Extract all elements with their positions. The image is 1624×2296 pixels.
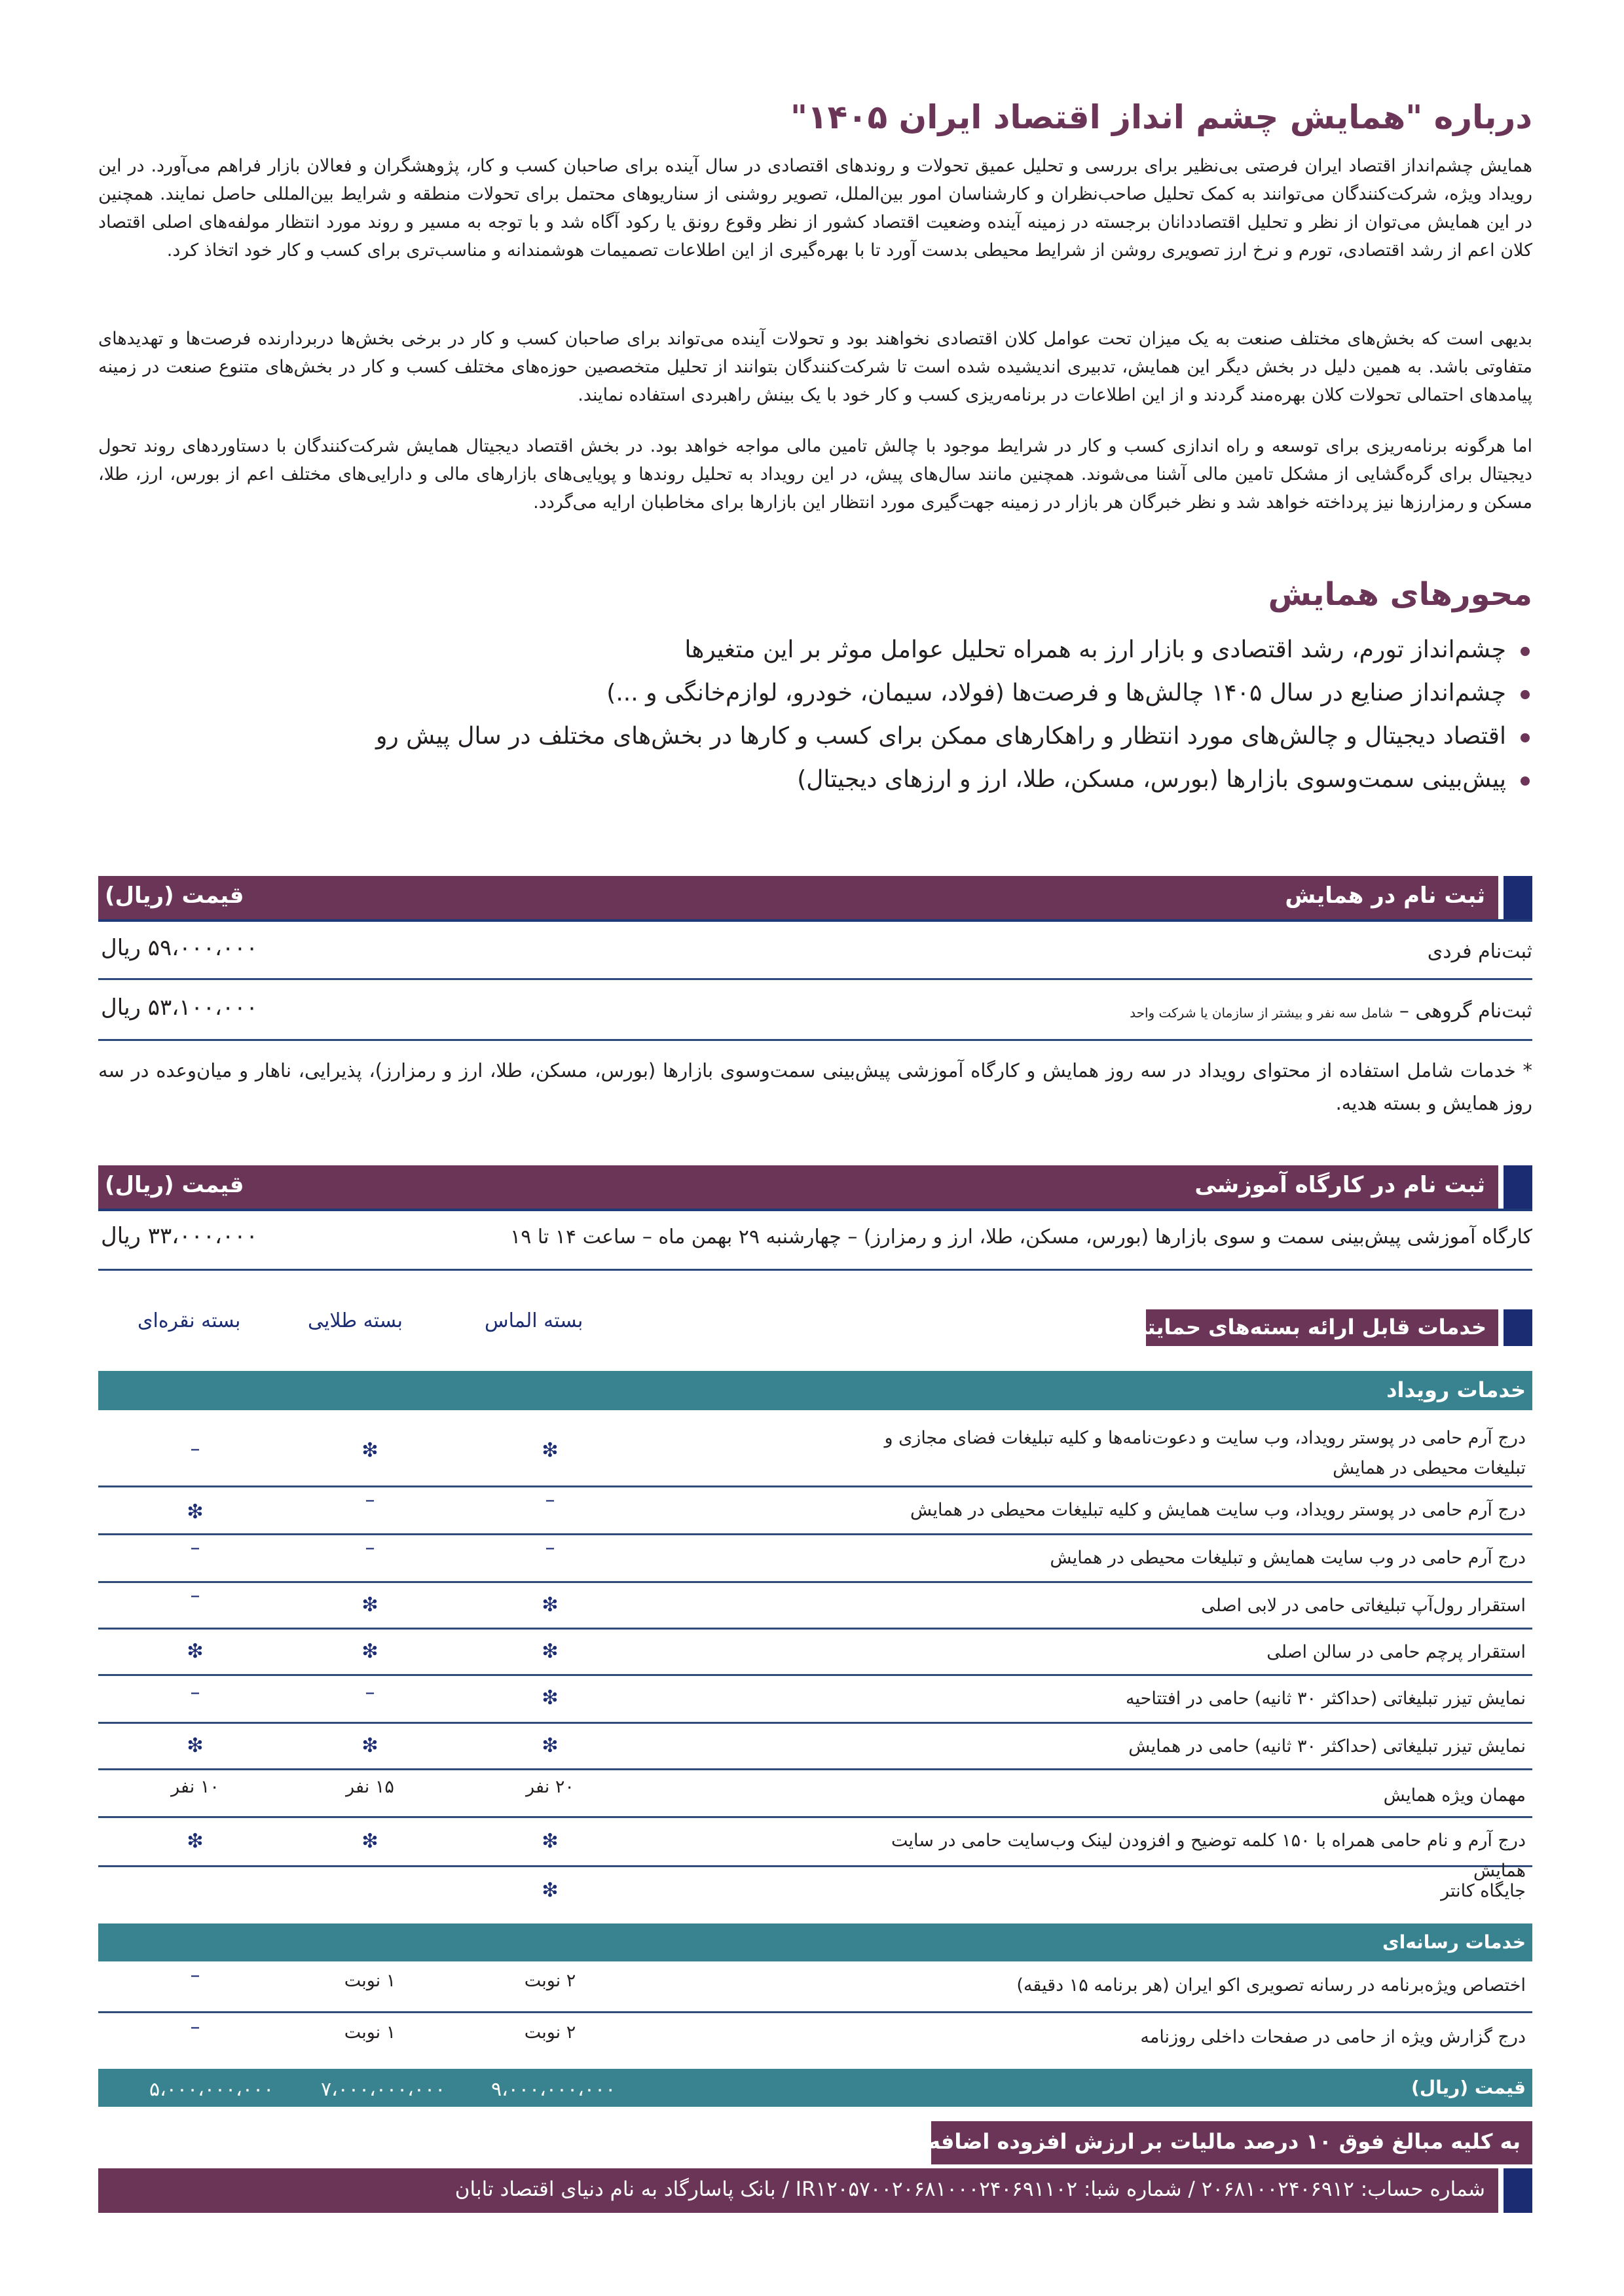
service-label: درج گزارش ویژه از حامی در صفحات داخلی روزنامه bbox=[1140, 2027, 1526, 2047]
gold-price: ۷،۰۰۰،۰۰۰،۰۰۰ bbox=[321, 2078, 446, 2101]
about-title: درباره "همایش چشم انداز اقتصاد ایران ۱۴۰۵" bbox=[790, 98, 1532, 136]
service-row bbox=[98, 1583, 1532, 1630]
bank-account-bar bbox=[98, 2168, 1532, 2213]
diamond-included-icon: ❇ bbox=[542, 1594, 559, 1616]
service-label: استقرار رول‌آپ تبلیغاتی حامی در لابی اصلی bbox=[1201, 1595, 1526, 1616]
silver-included-icon: ❇ bbox=[187, 1734, 204, 1757]
diamond-value: ۲ نوبت bbox=[524, 1971, 576, 1991]
section-title: خدمات قابل ارائه بسته‌های حمایتی bbox=[1126, 1315, 1486, 1339]
diamond-included-icon: ❇ bbox=[542, 1686, 559, 1709]
service-row bbox=[98, 1535, 1532, 1583]
silver-excluded-icon: – bbox=[190, 1584, 200, 1607]
service-row bbox=[98, 1818, 1532, 1881]
diamond-included-icon: ❇ bbox=[542, 1640, 559, 1663]
price-column-header: قیمت (ریال) bbox=[105, 1172, 244, 1198]
topic-text: چشم‌انداز تورم، رشد اقتصادی و بازار ارز به همراه تحلیل عوامل موثر بر این متغیرها bbox=[684, 636, 1506, 663]
vat-notice bbox=[832, 2121, 1532, 2164]
gold-excluded-icon: – bbox=[365, 1537, 375, 1559]
row-sublabel: شامل سه نفر و بیشتر از سازمان یا شرکت واحد bbox=[1130, 1005, 1393, 1021]
topic-item bbox=[223, 758, 1532, 801]
package-diamond-header: بسته الماس bbox=[485, 1309, 583, 1332]
gold-included-icon: ❇ bbox=[361, 1734, 378, 1757]
header-accent bbox=[1504, 876, 1532, 919]
gold-included-icon: ❇ bbox=[361, 1439, 378, 1462]
subsection-title: خدمات رویداد bbox=[1386, 1377, 1526, 1402]
service-row bbox=[98, 1770, 1532, 1818]
service-label: نمایش تیزر تبلیغاتی (حداکثر ۳۰ ثانیه) حامی در افتتاحیه bbox=[1126, 1688, 1526, 1709]
about-paragraph-1 bbox=[98, 152, 1532, 264]
diamond-included-icon: ❇ bbox=[542, 1734, 559, 1757]
service-label: استقرار پرچم حامی در سالن اصلی bbox=[1266, 1642, 1526, 1662]
topic-item bbox=[223, 715, 1532, 758]
gold-excluded-icon: – bbox=[365, 1681, 375, 1704]
sponsorship-header bbox=[1126, 1309, 1532, 1346]
diamond-value: ۲ نوبت bbox=[524, 2022, 576, 2043]
silver-excluded-icon: – bbox=[190, 1964, 200, 1987]
gold-value: ۱ نوبت bbox=[344, 2022, 396, 2043]
diamond-included-icon: ❇ bbox=[542, 1879, 559, 1902]
price-column-header: قیمت (ریال) bbox=[105, 883, 244, 909]
diamond-included-icon: ❇ bbox=[542, 1439, 559, 1462]
silver-included-icon: ❇ bbox=[187, 1640, 204, 1663]
workshop-registration-header bbox=[98, 1165, 1532, 1209]
gold-included-icon: ❇ bbox=[361, 1830, 378, 1853]
header-accent bbox=[1504, 1309, 1532, 1346]
gold-value: ۱۵ نفر bbox=[346, 1777, 394, 1797]
services-note: * خدمات شامل استفاده از محتوای رویداد در سه روز همایش و کارگاه آموزشی پیش‌بینی سمت‌وسوی بازارها (بورس، مسکن، طلا، ارز و رمزارز)، پذیرایی، ناهار و میان‌وعده در سه روز همایش و بسته هدیه. bbox=[98, 1059, 1532, 1114]
package-gold-header: بسته طلایی bbox=[308, 1309, 403, 1332]
topic-text: پیش‌بینی سمت‌وسوی بازارها (بورس، مسکن، طلا، ارز و ارزهای دیجیتال) bbox=[797, 766, 1506, 793]
silver-excluded-icon: – bbox=[190, 1537, 200, 1559]
bullet-icon bbox=[1521, 776, 1530, 786]
service-label: درج آرم و نام حامی همراه با ۱۵۰ کلمه توضیح و افزودن لینک وب‌سایت حامی در سایت همایش bbox=[891, 1831, 1526, 1881]
section-title: ثبت نام در همایش bbox=[1285, 883, 1485, 909]
section-title: ثبت نام در کارگاه آموزشی bbox=[1194, 1172, 1485, 1198]
service-label: نمایش تیزر تبلیغاتی (حداکثر ۳۰ ثانیه) حامی در همایش bbox=[1128, 1736, 1526, 1757]
service-label: جایگاه کانتر bbox=[1441, 1881, 1526, 1901]
event-services-header bbox=[98, 1371, 1532, 1410]
paragraph-text: بدیهی است که بخش‌های مختلف صنعت به یک میزان تحت عوامل کلان اقتصادی نخواهند بود و تحولات آینده می‌تواند برای صاحبان کسب و کار در برخی بخش‌ها دربردارنده فرصت‌ها و تهدیدهای متفاوتی باشد. به همین دلیل در بخش دیگر این همایش، تدبیری اندیشیده شده است تا شرکت‌کنندگان بتوانند از تحلیل متخصصین حوزه‌های مختلف کسب و کار در بخش‌های متنوع صنعت در زمینه پیامدهای احتمالی تحولات کلان بهره‌مند گردند و از این اطلاعات در برنامه‌ریزی کسب و کار خود با یک بینش راهبردی استفاده نمایند. bbox=[98, 329, 1532, 405]
service-row bbox=[98, 1867, 1532, 1917]
package-price-bar bbox=[98, 2069, 1532, 2107]
vat-notice-text: به کلیه مبالغ فوق ۱۰ درصد مالیات بر ارزش افزوده اضافه می گردد bbox=[832, 2129, 1521, 2154]
topics-list bbox=[223, 629, 1532, 801]
subsection-title: خدمات رسانه‌ای bbox=[1382, 1931, 1526, 1953]
silver-excluded-icon: – bbox=[190, 2016, 200, 2039]
diamond-value: ۲۰ نفر bbox=[526, 1777, 574, 1797]
service-label: مهمان ویژه همایش bbox=[1383, 1785, 1526, 1806]
service-row bbox=[98, 1724, 1532, 1770]
price-label: قیمت (ریال) bbox=[1411, 2077, 1526, 2098]
service-label: درج آرم حامی در پوستر رویداد، وب سایت و دعوت‌نامه‌ها و کلیه تبلیغات فضای مجازی و تبلیغات محیطی در همایش bbox=[884, 1428, 1526, 1478]
bullet-icon bbox=[1521, 733, 1530, 742]
bank-account-text: شماره حساب: ۲۰۶۸۱۰۰۲۴۰۶۹۱۲ / شماره شبا: IR۱۲۰۵۷۰۰۲۰۶۸۱۰۰۰۲۴۰۶۹۱۱۰۲ / بانک پاسارگاد به نام دنیای اقتصاد تابان bbox=[454, 2178, 1485, 2201]
silver-value: ۱۰ نفر bbox=[171, 1777, 219, 1797]
silver-excluded-icon: – bbox=[190, 1681, 200, 1704]
row-label: کارگاه آموزشی پیش‌بینی سمت و سوی بازارها (بورس، مسکن، طلا، ارز و رمزارز) – چهارشنبه ۲۹ بهمن ماه – ساعت ۱۴ تا ۱۹ bbox=[510, 1226, 1532, 1248]
diamond-excluded-icon: – bbox=[545, 1489, 555, 1512]
row-price: ۵۳،۱۰۰،۰۰۰ ریال bbox=[101, 994, 258, 1021]
media-services-header bbox=[98, 1923, 1532, 1961]
gold-excluded-icon: – bbox=[365, 1489, 375, 1512]
service-row bbox=[98, 1630, 1532, 1676]
header-accent bbox=[1504, 2168, 1532, 2213]
workshop-row bbox=[98, 1211, 1532, 1271]
silver-price: ۵،۰۰۰،۰۰۰،۰۰۰ bbox=[149, 2078, 274, 2101]
paragraph-text: همایش چشم‌انداز اقتصاد ایران فرصتی بی‌نظیر برای بررسی و تحلیل عمیق تحولات و روندهای اقتصادی در سال آینده برای صاحبان کسب و کار، پژوهشگران و فعالان بازار فراهم می‌آورد. در این رویداد ویژه، شرکت‌کنندگان می‌توانند به کمک تحلیل صاحب‌نظران و کارشناسان امور بین‌الملل، تصویر روشنی از سناریوهای محتمل برای تحولات منطقه و شرایط بین‌المللی حاصل نمایند. همچنین در این همایش می‌توان از نظر و تحلیل اقتصاددانان برجسته در زمینه آینده وضعیت اقتصاد کشور از نظر وقوع رونق یا رکود آگاه شد و با توجه به مسیر و روند مورد انتظار مولفه‌های اصلی اقتصاد کلان اعم از رشد اقتصادی، تورم و نرخ ارز تصویری روشن از شرایط محیطی بدست آورد تا با بهره‌گیری از این اطلاعات تصمیمات هوشمندانه و مناسب‌تری برای کسب و کار خود اتخاذ کرد. bbox=[98, 156, 1532, 261]
diamond-included-icon: ❇ bbox=[542, 1830, 559, 1853]
service-row bbox=[98, 1410, 1532, 1487]
header-accent bbox=[1504, 1165, 1532, 1209]
topic-item bbox=[223, 629, 1532, 672]
row-label: ثبت‌نام فردی bbox=[1427, 940, 1532, 963]
gold-included-icon: ❇ bbox=[361, 1594, 378, 1616]
package-silver-header: بسته نقره‌ای bbox=[138, 1309, 241, 1332]
bullet-icon bbox=[1521, 647, 1530, 656]
silver-included-icon: ❇ bbox=[187, 1501, 204, 1523]
media-row bbox=[98, 2013, 1532, 2060]
gold-included-icon: ❇ bbox=[361, 1640, 378, 1663]
silver-included-icon: ❇ bbox=[187, 1830, 204, 1853]
row-label: ثبت‌نام گروهی – شامل سه نفر و بیشتر از سازمان یا شرکت واحد bbox=[1130, 1000, 1532, 1023]
about-paragraph-2 bbox=[98, 325, 1532, 409]
topics-title: محورهای همایش bbox=[1268, 576, 1532, 613]
registration-row-individual bbox=[98, 922, 1532, 980]
topic-text: اقتصاد دیجیتال و چالش‌های مورد انتظار و راهکارهای ممکن برای کسب و کارها در بخش‌های مختلف در سال پیش رو bbox=[375, 723, 1506, 750]
service-row bbox=[98, 1487, 1532, 1535]
service-row bbox=[98, 1676, 1532, 1724]
topic-item bbox=[223, 672, 1532, 715]
conference-registration-header bbox=[98, 876, 1532, 919]
registration-row-group bbox=[98, 980, 1532, 1041]
bullet-icon bbox=[1521, 690, 1530, 699]
about-paragraph-3 bbox=[98, 432, 1532, 517]
diamond-excluded-icon: – bbox=[545, 1537, 555, 1559]
paragraph-text: اما هرگونه برنامه‌ریزی برای توسعه و راه اندازی کسب و کار در شرایط موجود با چالش تامین مالی مواجه خواهد بود. در بخش اقتصاد دیجیتال همایش شرکت‌کنندگان با دستاوردهای روند تحول دیجیتال برای گره‌گشایی از مشکل تامین مالی آشنا می‌شوند. همچنین مانند سال‌های پیش، در این رویداد به تحلیل روندها و پویایی‌های بازارهای مالی و دارایی‌های مختلف اعم از بورس، ارز، طلا، مسکن و رمزارزها نیز پرداخته خواهد شد و نظر خبرگان هر بازار در زمینه جهت‌گیری مورد انتظار این بازارها برای مخاطبان ارایه می‌گردد. bbox=[98, 436, 1532, 513]
gold-value: ۱ نوبت bbox=[344, 1971, 396, 1991]
service-label: درج آرم حامی در وب سایت همایش و تبلیغات محیطی در همایش bbox=[1050, 1548, 1526, 1568]
media-row bbox=[98, 1961, 1532, 2013]
silver-excluded-icon: – bbox=[190, 1438, 200, 1461]
topic-text: چشم‌انداز صنایع در سال ۱۴۰۵ چالش‌ها و فرصت‌ها (فولاد، سیمان، خودرو، لوازم‌خانگی و ...) bbox=[606, 680, 1506, 706]
service-label: اختصاص ویژه‌برنامه در رسانه تصویری اکو ایران (هر برنامه ۱۵ دقیقه) bbox=[1016, 1975, 1526, 1995]
diamond-price: ۹،۰۰۰،۰۰۰،۰۰۰ bbox=[491, 2078, 616, 2101]
service-label: درج آرم حامی در پوستر رویداد، وب سایت همایش و کلیه تبلیغات محیطی در همایش bbox=[910, 1500, 1526, 1520]
row-price: ۵۹،۰۰۰،۰۰۰ ریال bbox=[101, 935, 258, 961]
row-price: ۳۳،۰۰۰،۰۰۰ ریال bbox=[101, 1223, 258, 1249]
